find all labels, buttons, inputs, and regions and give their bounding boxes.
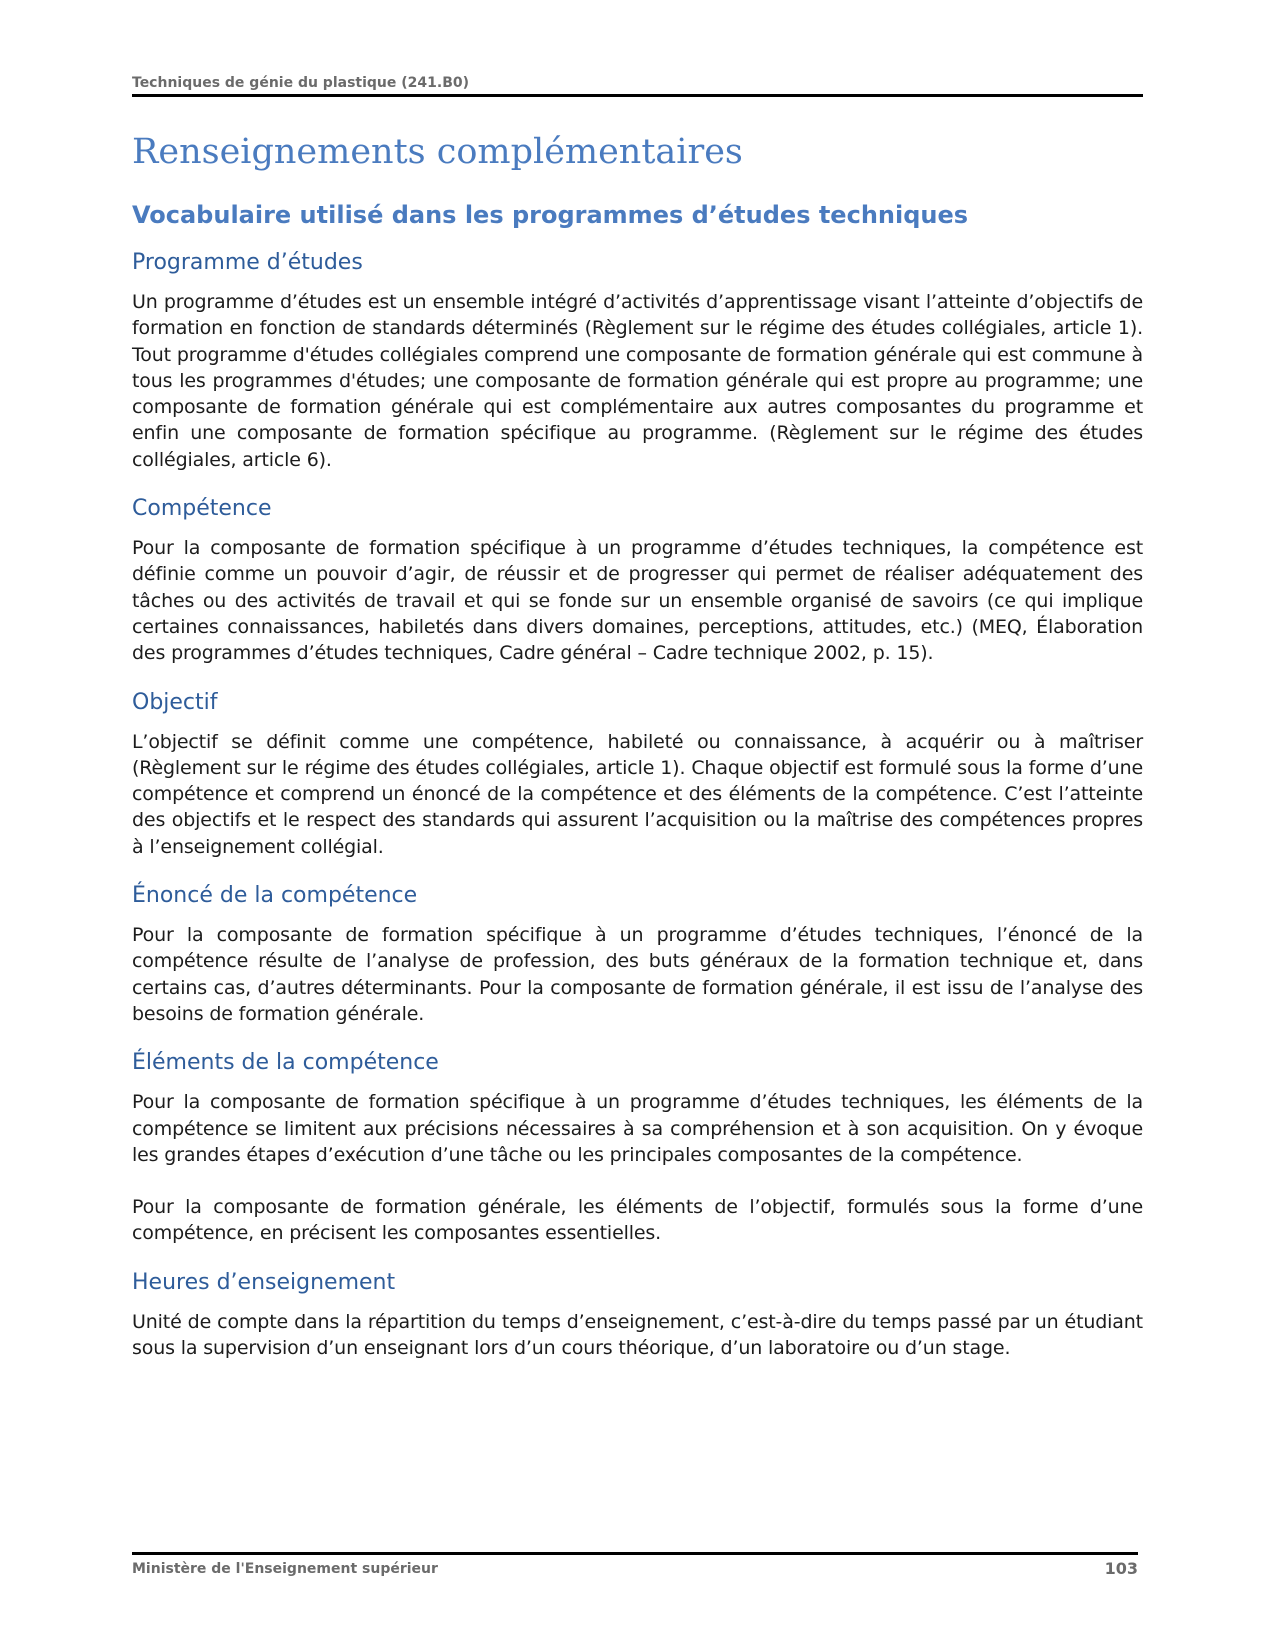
section-heading: Éléments de la compétence	[132, 1050, 439, 1076]
section-heures-enseignement	[132, 1267, 1143, 1362]
document-page	[132, 0, 1143, 1650]
section-heading: Objectif	[132, 689, 218, 715]
running-header: Techniques de génie du plastique (241.B0)	[132, 75, 470, 91]
page-title: Renseignements complémentaires	[132, 132, 743, 172]
section-programme-etudes	[132, 247, 1143, 473]
section-heading: Heures d’enseignement	[132, 1269, 396, 1295]
section-heading: Énoncé de la compétence	[132, 883, 418, 909]
document-body	[132, 247, 1143, 1381]
section-elements-competence	[132, 1047, 1143, 1246]
section-objectif	[132, 687, 1143, 860]
footer-publisher: Ministère de l'Enseignement supérieur	[132, 1561, 438, 1577]
section-paragraph: Pour la composante de formation spécifique à un programme d’études techniques, la compétence est définie comme un pouvoir d’agir, de réussir et de progresser qui permet de réaliser adéquatement des tâches ou des activités de travail et qui se fonde sur un ensemble organisé de savoirs (ce qui implique certaines connaissances, habiletés dans divers domaines, perceptions, attitudes, etc.) (MEQ, Élaboration des programmes d’études techniques, Cadre général – Cadre technique 2002, p. 15).	[132, 537, 1143, 665]
section-enonce-competence	[132, 880, 1143, 1027]
section-paragraph: L’objectif se définit comme une compétence, habileté ou connaissance, à acquérir ou à maîtriser (Règlement sur le régime des études collégiales, article 1). Chaque objectif est formulé sous la forme d’une compétence et comprend un énoncé de la compétence et des éléments de la compétence. C’est l’atteinte des objectifs et le respect des standards qui assurent l’acquisition ou la maîtrise des compétences propres à l’enseignement collégial.	[132, 730, 1143, 858]
page-subtitle: Vocabulaire utilisé dans les programmes d’études techniques	[132, 201, 969, 229]
section-heading: Programme d’études	[132, 250, 363, 275]
section-paragraph: Un programme d’études est un ensemble intégré d’activités d’apprentissage visant l’atteinte d’objectifs de formation en fonction de standards déterminés (Règlement sur le régime des études collégiales, article 1). Tout programme d'études collégiales comprend une composante de formation générale qui est commune à tous les programmes d'études; une composante de formation générale qui est propre au programme; une composante de formation générale qui est complémentaire aux autres composantes du programme et enfin une composante de formation spécifique au programme. (Règlement sur le régime des études collégiales, article 6).	[132, 291, 1143, 471]
section-paragraph: Pour la composante de formation spécifique à un programme d’études techniques, les éléments de la compétence se limitent aux précisions nécessaires à sa compréhension et à son acquisition. On y évoque les grandes étapes d’exécution d’une tâche ou les principales composantes de la compétence.	[132, 1091, 1143, 1166]
footer-rule	[132, 1552, 1138, 1555]
header-rule	[132, 94, 1143, 97]
page-number: 103	[1104, 1559, 1138, 1578]
section-paragraph: Unité de compte dans la répartition du temps d’enseignement, c’est-à-dire du temps passé par un étudiant sous la supervision d’un enseignant lors d’un cours théorique, d’un laboratoire ou d’un stage.	[132, 1310, 1143, 1360]
section-heading: Compétence	[132, 496, 272, 522]
section-competence	[132, 493, 1143, 666]
section-paragraph: Pour la composante de formation spécifique à un programme d’études techniques, l’énoncé de la compétence résulte de l’analyse de profession, des buts généraux de la formation technique et, dans certains cas, d’autres déterminants. Pour la composante de formation générale, il est issu de l’analyse des besoins de formation générale.	[132, 924, 1143, 1025]
section-paragraph: Pour la composante de formation générale, les éléments de l’objectif, formulés sous la forme d’une compétence, en précisent les composantes essentielles.	[132, 1196, 1143, 1245]
